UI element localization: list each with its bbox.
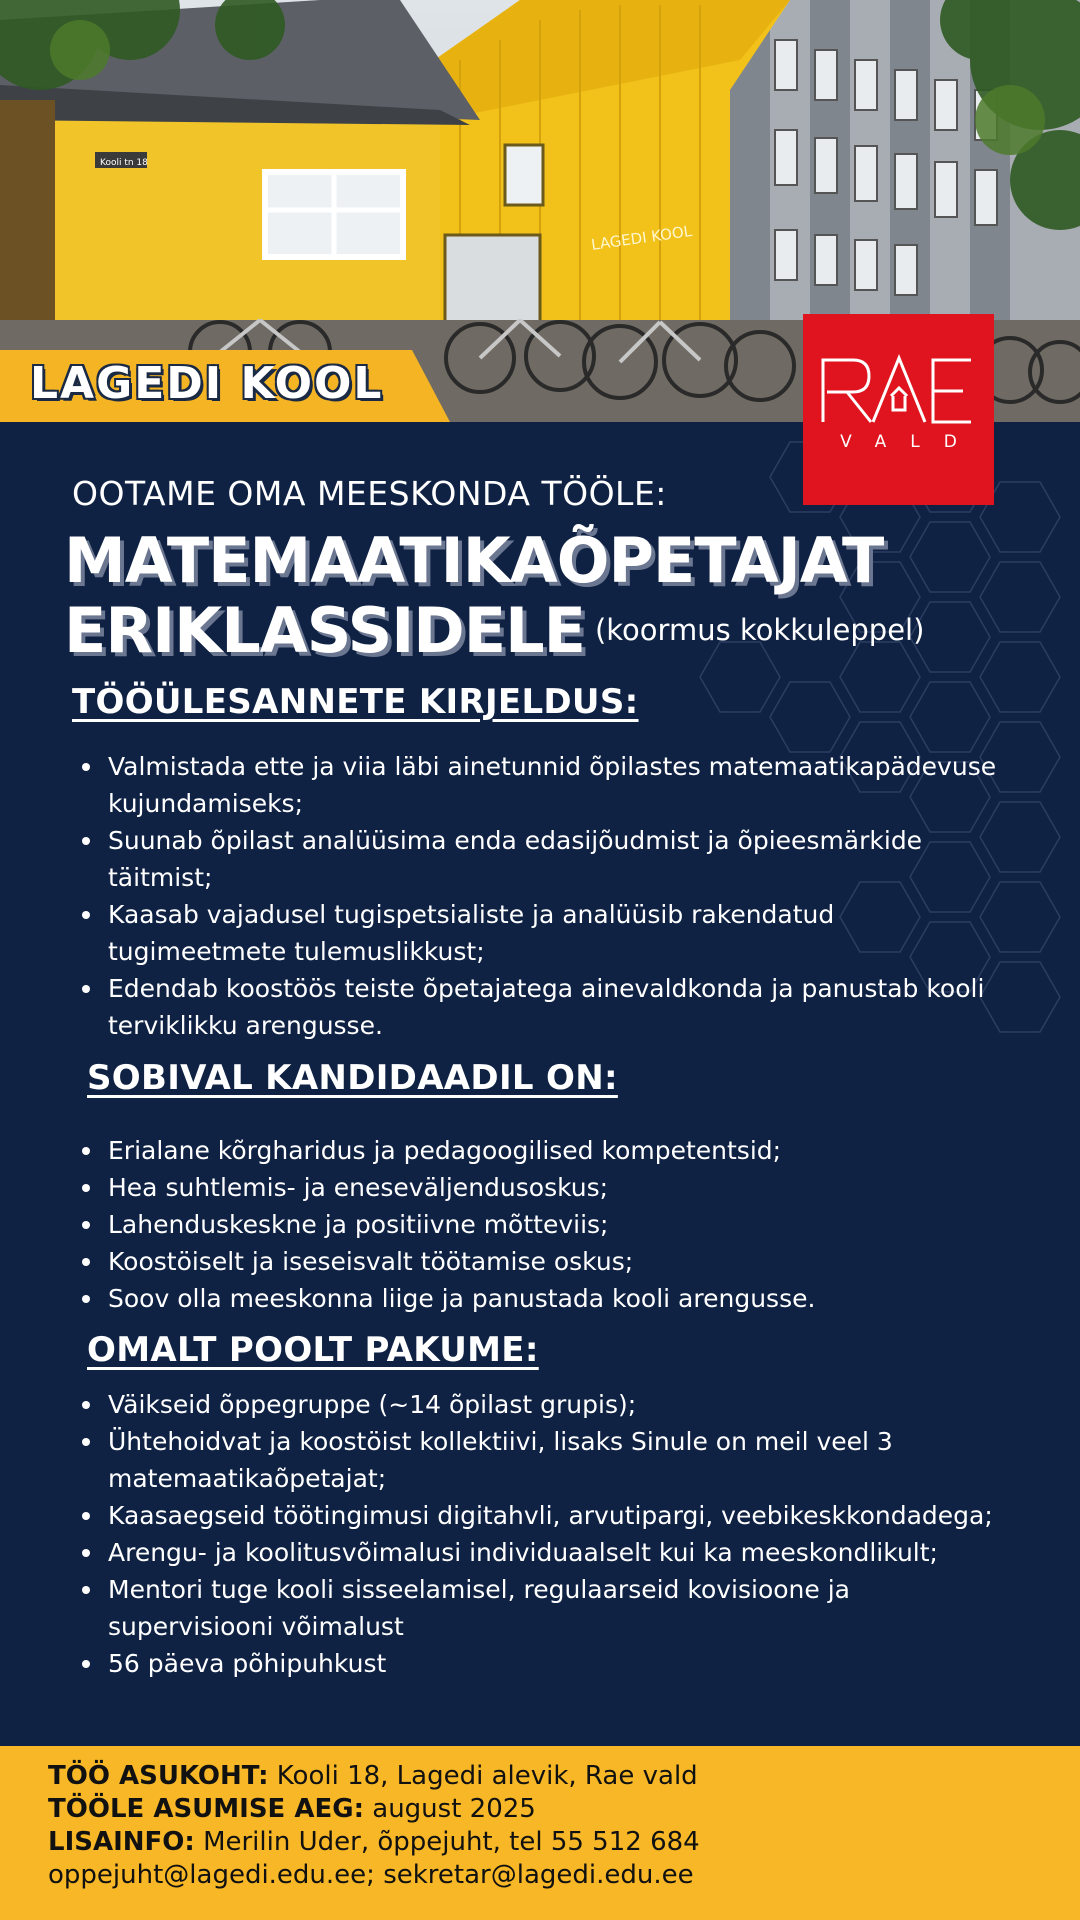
workload-note: (koormus kokkuleppel) [594, 613, 925, 647]
list-item: Koostöiselt ja iseseisvalt töötamise oskus; [72, 1243, 1012, 1280]
job-title [64, 526, 924, 677]
house-number-sign: Kooli tn 18 [100, 158, 148, 168]
list-item: Suunab õpilast analüüsima enda edasijõudmist ja õpieesmärkide täitmist; [72, 822, 1012, 896]
list-item: Soov olla meeskonna liige ja panustada kooli arengusse. [72, 1280, 1012, 1317]
building-sign: LAGEDI KOOL [590, 222, 694, 254]
list-item: Väikseid õppegruppe (~14 õpilast grupis); [72, 1386, 1012, 1423]
list-item: Erialane kõrgharidus ja pedagoogilised kompetentsid; [72, 1132, 1012, 1169]
location-value: Kooli 18, Lagedi alevik, Rae vald [276, 1761, 698, 1791]
school-name: LAGEDI KOOL [30, 358, 384, 409]
tasks-section-title: TÖÖÜLESANNETE KIRJELDUS: [72, 682, 639, 722]
offer-section-title: OMALT POOLT PAKUME: [87, 1330, 539, 1370]
location-row [48, 1760, 700, 1793]
more-info-label: LISAINFO: [48, 1827, 195, 1857]
list-item: Ühtehoidvat ja koostöist kollektiivi, lisaks Sinule on meil veel 3 matemaatikaõpetajat; [72, 1423, 1012, 1497]
logo-subtitle: VALD [840, 432, 981, 452]
tasks-list [72, 748, 1012, 1044]
list-item: Mentori tuge kooli sisseelamisel, regulaarseid kovisioone ja supervisiooni võimalust [72, 1571, 1012, 1645]
contact-info [48, 1760, 700, 1892]
email-row[interactable]: oppejuht@lagedi.edu.ee; sekretar@lagedi.edu.ee [48, 1860, 694, 1890]
job-title-line-2-text: ERIKLASSIDELE [64, 594, 585, 667]
more-info-value: Merilin Uder, õppejuht, tel 55 512 684 [203, 1827, 700, 1857]
rae-vald-logo [803, 314, 994, 505]
offer-list [72, 1386, 1012, 1682]
job-title-line-1: MATEMAATIKAÕPETAJAT [64, 524, 884, 597]
location-label: TÖÖ ASUKOHT: [48, 1761, 269, 1791]
list-item: Lahenduskeskne ja positiivne mõtteviis; [72, 1206, 1012, 1243]
list-item: Kaasab vajadusel tugispetsialiste ja analüüsib rakendatud tugimeetmete tulemuslikkust; [72, 896, 1012, 970]
more-info-row [48, 1826, 700, 1859]
list-item: Valmistada ette ja viia läbi ainetunnid õpilastes matemaatikapädevuse kujundamiseks; [72, 748, 1012, 822]
rae-logo-mark [803, 314, 994, 505]
start-date-row [48, 1793, 700, 1826]
candidate-section-title: SOBIVAL KANDIDAADIL ON: [87, 1058, 618, 1098]
job-title-line-2 [64, 596, 924, 677]
list-item: Arengu- ja koolitusvõimalusi individuaalselt kui ka meeskondlikult; [72, 1534, 1012, 1571]
list-item: Hea suhtlemis- ja eneseväljendusoskus; [72, 1169, 1012, 1206]
intro-heading: OOTAME OMA MEESKONDA TÖÖLE: [72, 474, 667, 513]
list-item: Edendab koostöös teiste õpetajatega ainevaldkonda ja panustab kooli terviklikku arengusse. [72, 970, 1012, 1044]
start-date-label: TÖÖLE ASUMISE AEG: [48, 1794, 364, 1824]
list-item: Kaasaegseid töötingimusi digitahvli, arvutipargi, veebikeskkondadega; [72, 1497, 1012, 1534]
candidate-list [72, 1132, 1012, 1317]
list-item: 56 päeva põhipuhkust [72, 1645, 1012, 1682]
start-date-value: august 2025 [372, 1794, 536, 1824]
contact-footer [0, 1746, 1080, 1920]
